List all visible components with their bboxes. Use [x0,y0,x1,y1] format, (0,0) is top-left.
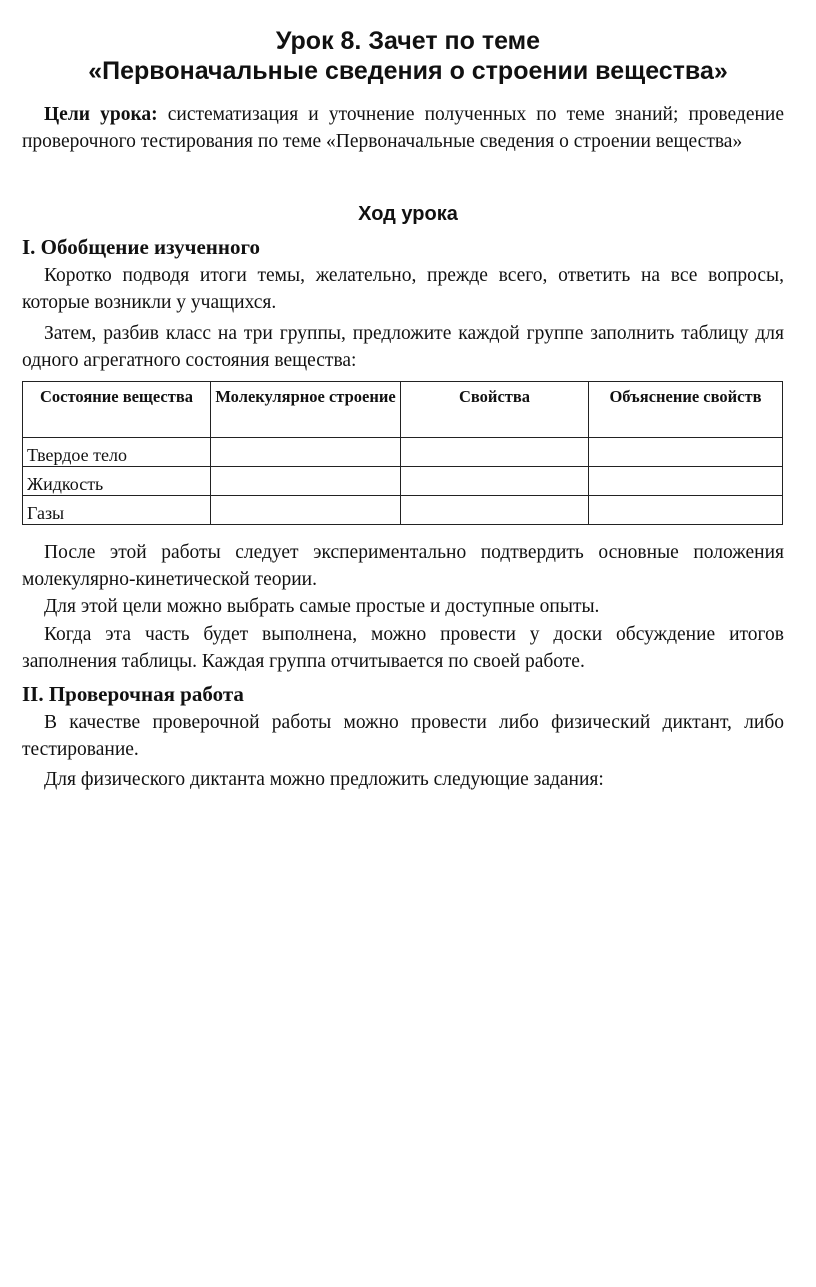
section2-heading: II. Проверочная работа [22,682,244,706]
goals-label: Цели урока: [44,104,158,125]
section1-heading: I. Обобщение изученного [22,235,261,259]
goals-text: систематизация и уточнение полученных по теме знаний; проведение проверочного тестирования по теме «Первоначальные сведения о строении вещества» [22,104,784,152]
after-table-paragraph3: Когда эта часть будет выполнена, можно провести у доски обсуждение итогов заполнения таблицы. Каждая группа отчитывается по своей работе. [22,624,784,672]
table-cell [401,438,589,467]
section2-paragraph2: Для физического диктанта можно предложить следующие задания: [44,769,604,790]
table-header-row [23,382,783,438]
section2-paragraph1: В качестве проверочной работы можно провести либо физический диктант, либо тестирование. [22,712,784,760]
table-header-cell: Состояние вещества [23,382,211,438]
table-header-cell: Объяснение свойств [589,382,783,438]
table-cell [211,438,401,467]
table-cell [401,496,589,525]
states-table [22,381,783,525]
table-cell [211,496,401,525]
table-cell [401,467,589,496]
table-row [23,496,783,525]
lesson-title-line2: «Первоначальные сведения о строении вещества» [88,57,728,85]
table-cell [211,467,401,496]
table-header-cell: Молекулярное строение [211,382,401,438]
table-cell [589,467,783,496]
section1-paragraph1: Коротко подводя итоги темы, желательно, прежде всего, ответить на все вопросы, которые возникли у учащихся. [22,265,784,313]
table-cell [589,496,783,525]
course-heading: Ход урока [358,203,458,225]
section1-paragraph2: Затем, разбив класс на три группы, предложите каждой группе заполнить таблицу для одного агрегатного состояния вещества: [22,323,784,371]
table-cell: Газы [23,496,211,525]
after-table-paragraph1: После этой работы следует экспериментально подтвердить основные положения молекулярно-кинетической теории. [22,542,784,590]
table-cell: Твердое тело [23,438,211,467]
after-table-paragraph2: Для этой цели можно выбрать самые простые и доступные опыты. [44,596,600,617]
table-cell: Жидкость [23,467,211,496]
table-cell [589,438,783,467]
table-header-cell: Свойства [401,382,589,438]
table-row [23,438,783,467]
table-row [23,467,783,496]
lesson-title-line1: Урок 8. Зачет по теме [275,27,541,55]
lesson-goals [22,102,784,155]
